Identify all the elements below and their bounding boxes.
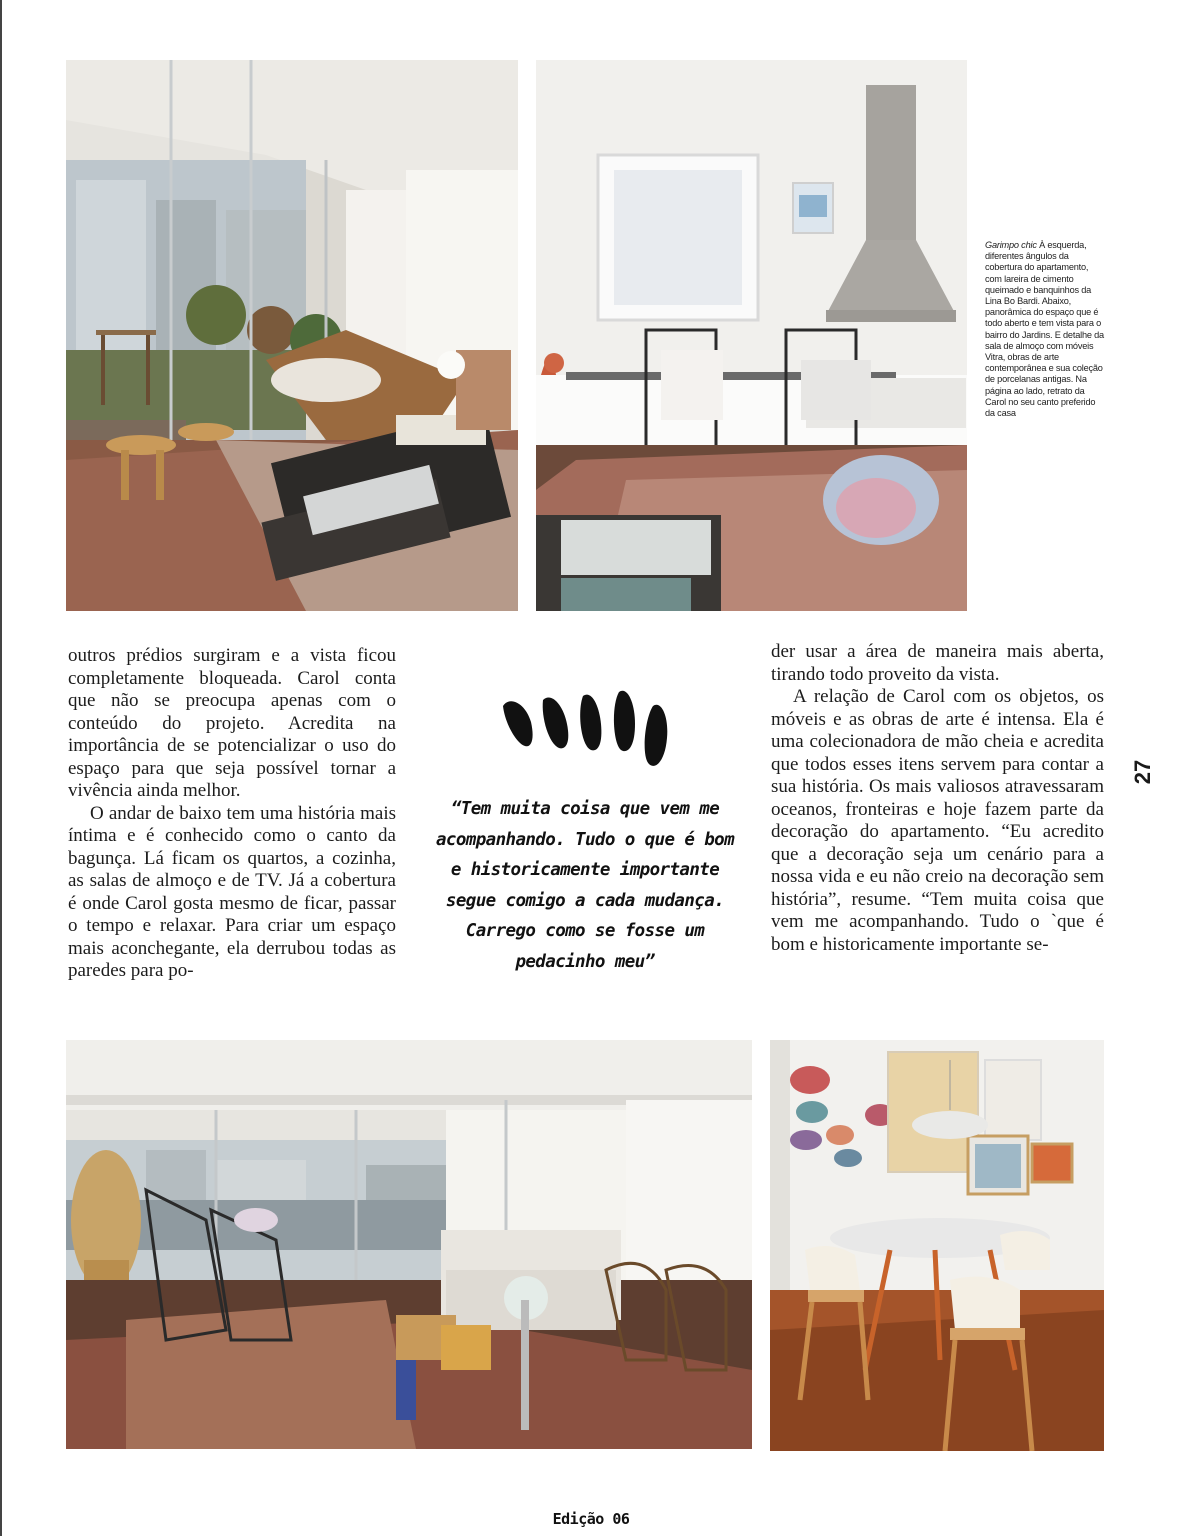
photo-fireplace-corner	[536, 60, 967, 611]
article-column-1	[68, 645, 396, 983]
page-number-text: 27	[1130, 759, 1155, 785]
page-edge	[0, 0, 2, 1536]
photo-dining-area	[770, 1040, 1104, 1451]
photo-caption	[985, 240, 1105, 419]
photo-panoramic-living	[66, 1040, 752, 1449]
column1-paragraph-1: outros prédios surgiram e a vista ficou completamente bloqueada. Carol conta que não se preocupa apenas com o conteúdo do projeto. Acredita na importância de se potencializar o uso do espaço para que seja possível tornar a vivência ainda melhor.	[68, 645, 396, 801]
column2-paragraph-2: A relação de Carol com os objetos, os móveis e as obras de arte é intensa. Ela é uma colecionadora de mão cheia e acredita que todos esses itens servem para contar a sua história. Os mais valiosos atravessaram oceanos, fronteiras e hoje fazem parte da decoração do apartamento. “Eu acredito que a decoração seja um cenário para a nossa vida e eu não creio na decoração sem história”, resume. “Tem muita coisa que vem me acompanhando. Tudo o `que é bom e historicamente importante se-	[771, 686, 1104, 955]
page-number	[1128, 752, 1158, 792]
column2-paragraph-1: der usar a área de maneira mais aberta, tirando todo proveito da vista.	[771, 641, 1104, 685]
photo-terrace-living	[66, 60, 518, 611]
pull-quote: “Tem muita coisa que vem me acompanhando. Tudo o que é bom e historicamente importante segue comigo a cada mudança. Carrego como se fosse um pedacinho meu”	[435, 799, 735, 972]
column1-paragraph-2: O andar de baixo tem uma história mais íntima e é conhecido como o canto da bagunça. Lá ficam os quartos, a cozinha, as salas de almoço e de TV. Já a cobertura é onde Carol gosta mesmo de ficar, passar o tempo e relaxar. Para criar um espaço mais aconchegante, ela derrubou todas as paredes para po-	[68, 802, 396, 981]
quote-marks-icon	[495, 688, 675, 780]
issue-footer: Edição 06	[552, 1510, 630, 1528]
caption-text: À esquerda, diferentes ângulos da cobertura do apartamento, com lareira de cimento queimado e banquinhos da Lina Bo Bardi. Abaixo, panorâmica do espaço que é todo aberto e tem vista para o bairro do Jardins. E detalhe da sala de almoço com móveis Vitra, obras de arte contemporânea e sua coleção de porcelanas antigas. Na página ao lado, retrato da Carol no seu canto preferido da casa	[985, 240, 1104, 419]
article-column-2	[771, 641, 1104, 956]
caption-lead: Garimpo chic	[985, 240, 1037, 250]
